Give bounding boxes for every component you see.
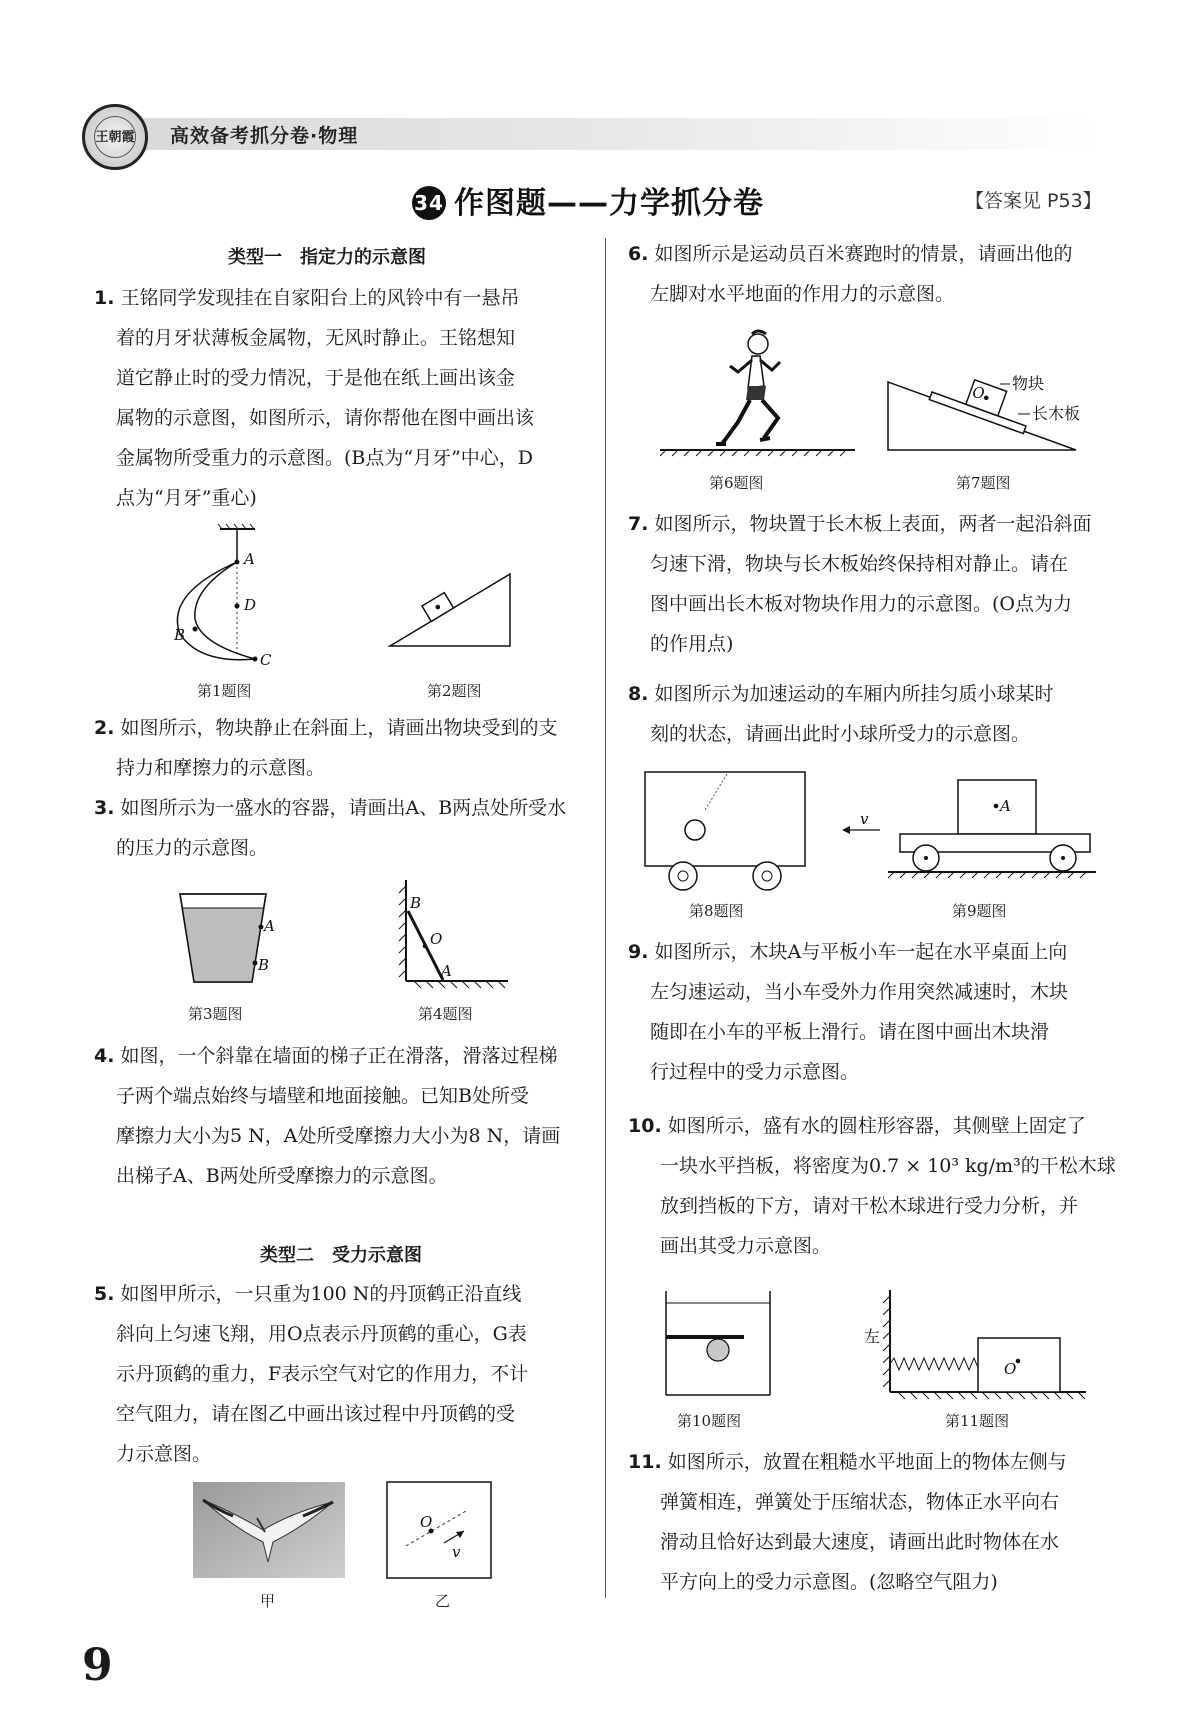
q10-line: 如图所示，盛有水的圆柱形容器，其侧壁上固定了 bbox=[667, 1115, 1086, 1137]
figure-11 bbox=[862, 1286, 1092, 1400]
question-10 bbox=[628, 1106, 1148, 1266]
fig5b-label-v: v bbox=[452, 1543, 461, 1561]
page-number: 9 bbox=[82, 1640, 113, 1691]
fig11-label-o: O bbox=[1004, 1360, 1017, 1378]
question-1 bbox=[94, 278, 594, 518]
q7-line: 的作用点) bbox=[650, 633, 734, 655]
figure-5-crane-photo bbox=[193, 1482, 345, 1578]
q3-line: 如图所示为一盛水的容器，请画出A、B两点处所受水 bbox=[120, 797, 567, 819]
fig10-caption: 第10题图 bbox=[677, 1412, 742, 1430]
q7-line: 匀速下滑，物块与长木板始终保持相对静止。请在 bbox=[650, 553, 1069, 575]
fig9-caption: 第9题图 bbox=[952, 902, 1007, 920]
q8-number: 8. bbox=[628, 683, 649, 705]
fig11-caption: 第11题图 bbox=[945, 1412, 1010, 1430]
q11-line: 滑动且恰好达到最大速度，请画出此时物体在水 bbox=[660, 1531, 1060, 1553]
q1-line: 属物的示意图，如图所示，请你帮他在图中画出该 bbox=[116, 407, 535, 429]
q4-line: 摩擦力大小为5 N，A处所受摩擦力大小为8 N，请画 bbox=[116, 1125, 561, 1147]
q1-number: 1. bbox=[94, 287, 115, 309]
fig1-label-b: B bbox=[174, 626, 186, 644]
fig7-label-block: 物块 bbox=[1012, 374, 1045, 393]
figure-2 bbox=[390, 570, 515, 650]
fig4-label-a: A bbox=[441, 962, 452, 980]
fig8-caption: 第8题图 bbox=[689, 902, 744, 920]
fig2-caption: 第2题图 bbox=[427, 682, 482, 700]
figure-5-diagram bbox=[386, 1481, 492, 1579]
question-9 bbox=[628, 932, 1138, 1092]
question-4 bbox=[94, 1036, 594, 1196]
title-number: 34 bbox=[412, 186, 446, 220]
q2-line: 如图所示，物块静止在斜面上，请画出物块受到的支 bbox=[120, 717, 558, 739]
title-text: 作图题——力学抓分卷 bbox=[454, 186, 764, 221]
q1-line: 道它静止时的受力情况，于是他在纸上画出该金 bbox=[116, 367, 516, 389]
page-header bbox=[82, 104, 1102, 170]
question-6 bbox=[628, 234, 1138, 314]
fig5b-label-o: O bbox=[420, 1513, 433, 1531]
q9-line: 左匀速运动，当小车受外力作用突然减速时，木块 bbox=[650, 981, 1069, 1003]
figure-8 bbox=[643, 770, 813, 892]
fig4-label-o: O bbox=[430, 930, 443, 948]
question-2 bbox=[94, 708, 594, 788]
q9-number: 9. bbox=[628, 941, 649, 963]
fig4-caption: 第4题图 bbox=[418, 1005, 473, 1023]
question-7 bbox=[628, 504, 1138, 664]
publisher-logo bbox=[82, 104, 148, 170]
q1-line: 点为“月牙”重心) bbox=[116, 487, 257, 509]
q4-number: 4. bbox=[94, 1045, 115, 1067]
fig1-label-a: A bbox=[244, 550, 255, 568]
q4-line: 出梯子A、B两处所受摩擦力的示意图。 bbox=[116, 1165, 448, 1187]
figure-6-runner bbox=[660, 326, 860, 456]
question-3 bbox=[94, 788, 594, 868]
q9-line: 如图所示，木块A与平板小车一起在水平桌面上向 bbox=[654, 941, 1068, 963]
logo-text: 王朝霞 bbox=[94, 116, 136, 158]
page-title bbox=[412, 178, 764, 222]
answer-reference: 【答案见 P53】 bbox=[965, 190, 1102, 212]
q4-line: 如图，一个斜靠在墙面的梯子正在滑落，滑落过程梯 bbox=[120, 1045, 558, 1067]
fig7-label-o: O bbox=[972, 384, 985, 403]
fig3-label-b: B bbox=[258, 956, 270, 974]
fig4-label-b: B bbox=[410, 894, 422, 912]
q9-line: 行过程中的受力示意图。 bbox=[650, 1061, 860, 1083]
fig9-label-v: v bbox=[860, 810, 869, 828]
fig5a-caption: 甲 bbox=[260, 1592, 276, 1610]
fig9-label-a: A bbox=[1000, 797, 1011, 815]
question-8 bbox=[628, 674, 1138, 754]
fig3-caption: 第3题图 bbox=[188, 1005, 243, 1023]
q3-number: 3. bbox=[94, 797, 115, 819]
fig7-caption: 第7题图 bbox=[956, 474, 1011, 492]
fig5b-caption: 乙 bbox=[435, 1592, 451, 1610]
q5-line: 示丹顶鹤的重力，F表示空气对它的作用力，不计 bbox=[116, 1363, 529, 1385]
figure-7 bbox=[886, 362, 1086, 454]
q10-line: 画出其受力示意图。 bbox=[660, 1235, 832, 1257]
section-type1: 类型一 指定力的示意图 bbox=[228, 247, 426, 268]
section-type2: 类型二 受力示意图 bbox=[260, 1245, 422, 1266]
q6-number: 6. bbox=[628, 243, 649, 265]
figure-3 bbox=[178, 888, 278, 988]
q10-line: 放到挡板的下方，请对干松木球进行受力分析，并 bbox=[660, 1195, 1079, 1217]
q8-line: 刻的状态，请画出此时小球所受力的示意图。 bbox=[650, 723, 1031, 745]
figure-9 bbox=[838, 778, 1098, 890]
figure-10 bbox=[664, 1291, 774, 1399]
fig3-label-a: A bbox=[264, 917, 275, 935]
fig11-label-left: 左 bbox=[864, 1327, 881, 1346]
book-title: 高效备考抓分卷·物理 bbox=[170, 125, 359, 147]
q1-line: 王铭同学发现挂在自家阳台上的风铃中有一悬吊 bbox=[120, 287, 520, 309]
q4-line: 子两个端点始终与墙壁和地面接触。已知B处所受 bbox=[116, 1085, 529, 1107]
q5-line: 斜向上匀速飞翔，用O点表示丹顶鹤的重心，G表 bbox=[116, 1323, 527, 1345]
q1-line: 着的月牙状薄板金属物，无风时静止。王铭想知 bbox=[116, 327, 516, 349]
q3-line: 的压力的示意图。 bbox=[116, 837, 269, 859]
q11-line: 平方向上的受力示意图。(忽略空气阻力) bbox=[660, 1571, 998, 1593]
fig6-caption: 第6题图 bbox=[709, 474, 764, 492]
fig1-label-d: D bbox=[244, 596, 257, 614]
q11-line: 如图所示，放置在粗糙水平地面上的物体左侧与 bbox=[667, 1451, 1067, 1473]
question-11 bbox=[628, 1442, 1148, 1602]
q6-line: 左脚对水平地面的作用力的示意图。 bbox=[650, 283, 955, 305]
q1-line: 金属物所受重力的示意图。(B点为“月牙”中心，D bbox=[116, 447, 534, 469]
q7-line: 图中画出长木板对物块作用力的示意图。(O点为力 bbox=[650, 593, 1072, 615]
q5-line: 如图甲所示，一只重为100 N的丹顶鹤正沿直线 bbox=[120, 1283, 522, 1305]
q6-line: 如图所示是运动员百米赛跑时的情景，请画出他的 bbox=[654, 243, 1073, 265]
q5-line: 空气阻力，请在图乙中画出该过程中丹顶鹤的受 bbox=[116, 1403, 516, 1425]
q10-number: 10. bbox=[628, 1115, 662, 1137]
figure-1 bbox=[160, 524, 310, 669]
q2-number: 2. bbox=[94, 717, 115, 739]
q11-line: 弹簧相连，弹簧处于压缩状态，物体正水平向右 bbox=[660, 1491, 1060, 1513]
fig7-label-board: 长木板 bbox=[1032, 404, 1081, 423]
fig1-label-c: C bbox=[260, 651, 272, 669]
q5-line: 力示意图。 bbox=[116, 1443, 212, 1465]
q8-line: 如图所示为加速运动的车厢内所挂匀质小球某时 bbox=[654, 683, 1054, 705]
q9-line: 随即在小车的平板上滑行。请在图中画出木块滑 bbox=[650, 1021, 1050, 1043]
q2-line: 持力和摩擦力的示意图。 bbox=[116, 757, 326, 779]
q10-line: 一块水平挡板，将密度为0.7 × 10³ kg/m³的干松木球 bbox=[660, 1155, 1116, 1177]
q5-number: 5. bbox=[94, 1283, 115, 1305]
question-5 bbox=[94, 1274, 594, 1474]
fig1-caption: 第1题图 bbox=[197, 682, 252, 700]
column-divider bbox=[605, 238, 606, 1598]
figure-4 bbox=[388, 876, 513, 991]
q11-number: 11. bbox=[628, 1451, 662, 1473]
q7-line: 如图所示，物块置于长木板上表面，两者一起沿斜面 bbox=[654, 513, 1092, 535]
q7-number: 7. bbox=[628, 513, 649, 535]
